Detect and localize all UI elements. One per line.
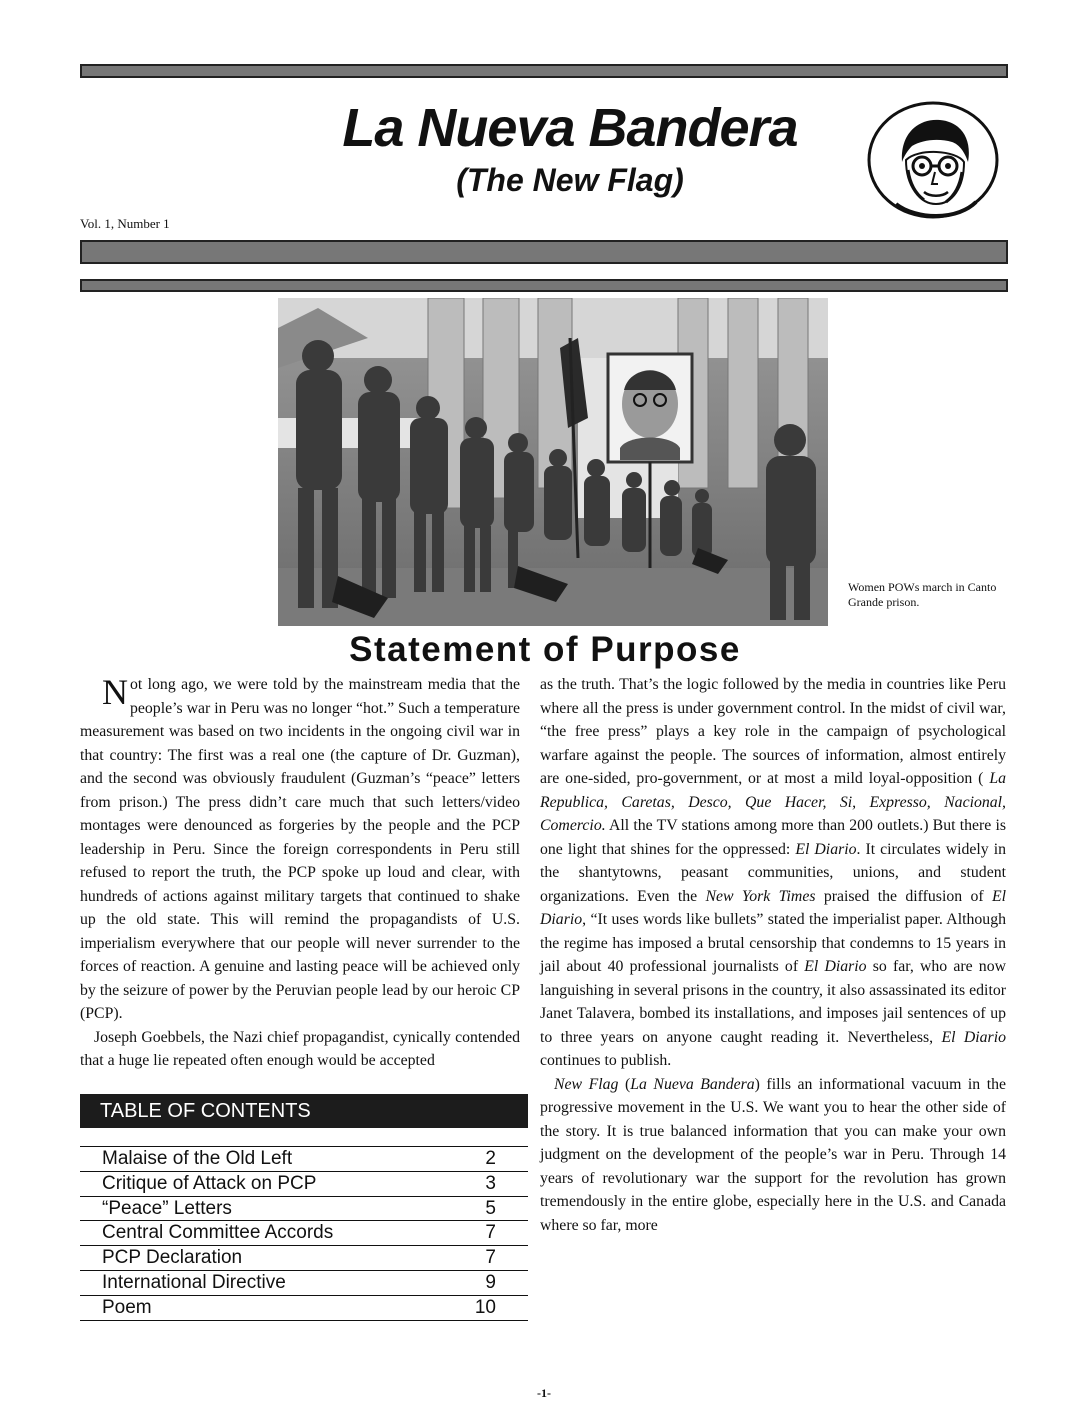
paragraph-text: . It circulates widely in the shantytowns, peasant communities, unions, and student organizations. Even the [540, 840, 1006, 905]
paragraph-text: ot long ago, we were told by the mainstream media that the people’s war in Peru was no longer “hot.” Such a temperature measurement was based on two incidents in the ongoing civil war in that country: The first was a real one (the capture of Dr. Guzman), and the second was obviously fraudulent (Guzman’s “peace” letters from prison.) The press didn’t care much that such letters/video montages were denounced as forgeries by the people and the PCP leadership in Peru. Since the foreign correspondents in Peru still refused to report the truth, the PCP spoke up loud and clear, with hundreds of actions against military targets that continued to shake up the old state. This will remind the propagandists of U.S. imperialism everywhere that our people will never surrender to the forces of reaction. A genuine and lasting peace will be achieved only by the seizure of power by the Peruvian people lead by our heroic CP (PCP). [80, 676, 520, 1022]
nyt-name: New York Times [705, 887, 816, 905]
paragraph-text: continues to publish. [540, 1052, 672, 1069]
toc-list [80, 1146, 528, 1321]
toc-item-page: 7 [485, 1247, 496, 1269]
article-paragraph [540, 1073, 1006, 1238]
top-rule [80, 64, 1008, 78]
toc-item-label: Poem [102, 1296, 152, 1318]
toc-item-page: 2 [485, 1148, 496, 1169]
lnb-name: La Nueva Bandera [630, 1075, 755, 1093]
paragraph-text: so far, who are now languishing in several prisons in the country, it also assassinated its editor Janet Talavera, bombed its installations, and imposes jail sentences of up to three years on anyone caught reading it. Nevertheless, [540, 958, 1007, 1046]
toc-item[interactable] [80, 1245, 528, 1270]
article-paragraph [540, 673, 1006, 1073]
masthead-subtitle: (The New Flag) [456, 162, 684, 198]
portrait-logo-icon [866, 100, 1000, 220]
article-column-right [540, 673, 1006, 1237]
paragraph-text: , “It uses words like bullets” stated the imperialist paper. Although the regime has imposed a brutal censorship that condemns to 15 years in jail about 40 professional journalists of [540, 911, 1006, 975]
media-list: La Republica, Caretas, Desco, Que Hacer, Si, Expresso, Nacional, Comercio. [540, 770, 1006, 834]
section-rule [80, 279, 1008, 292]
toc-item[interactable] [80, 1295, 528, 1321]
toc-item[interactable] [80, 1171, 528, 1196]
el-diario-name: El Diario [795, 840, 857, 858]
masthead-title: La Nueva Bandera [342, 98, 798, 158]
toc-item-label: “Peace” Letters [102, 1197, 232, 1219]
header-band [80, 240, 1008, 264]
toc-item-page: 5 [485, 1197, 496, 1219]
paragraph-text: praised the diffusion of [815, 887, 992, 905]
paragraph-text: as the truth. That’s the logic followed by the media in countries like Peru where all the press is under government control. In the midst of civil war, “the free press” plays a key role in the campaign of psychological warfare against the people. The sources of information, almost entirely are one-sided, pro-government, or at most a mild loyal-opposition ( [540, 676, 1006, 787]
toc-item-page: 3 [485, 1172, 496, 1194]
march-photo [278, 298, 828, 626]
el-diario-name: El Diario [941, 1028, 1006, 1046]
toc-item-label: PCP Declaration [102, 1247, 243, 1269]
toc-item-label: Critique of Attack on PCP [102, 1172, 317, 1194]
toc-item-label: International Directive [102, 1271, 286, 1293]
new-flag-name: New Flag [554, 1075, 619, 1093]
drop-cap: N [102, 672, 128, 712]
toc-item[interactable] [80, 1196, 528, 1221]
article-headline: Statement of Purpose [349, 630, 741, 669]
toc-item-page: 7 [485, 1222, 496, 1244]
toc-item[interactable] [80, 1270, 528, 1295]
toc-item-label: Malaise of the Old Left [102, 1148, 293, 1169]
paragraph-text: ) fills an informational vacuum in the progressive movement in the U.S. We want you to hear the other side of the story. It is true balanced information that you can make your own judgment on the development of the people’s war in Peru. Through 14 years of revolutionary war the support for the revolution has grown tremendously in the entire globe, especially here in the U.S. and Canada where so far, more [540, 1075, 1007, 1234]
photo-caption: Women POWs march in Canto Grande prison. [848, 580, 997, 609]
article-paragraph: Joseph Goebbels, the Nazi chief propagandist, cynically contended that a huge lie repeated often enough would be accepted [80, 1028, 520, 1069]
toc-item[interactable] [80, 1146, 528, 1171]
toc-item[interactable] [80, 1220, 528, 1245]
article-column-left [80, 673, 520, 1073]
page-number: -1- [537, 1386, 551, 1400]
volume-number: Vol. 1, Number 1 [80, 216, 170, 231]
el-diario-name: El Diario [540, 887, 1006, 928]
toc-item-page: 9 [485, 1271, 496, 1293]
paragraph-text: All the TV stations among more than 200 outlets.) But there is one light that shines for the oppressed: [540, 817, 1006, 858]
toc-header: TABLE OF CONTENTS [80, 1094, 528, 1128]
toc-item-page: 10 [474, 1296, 496, 1318]
paragraph-text: ( [624, 1075, 631, 1093]
article-paragraph [80, 673, 520, 1026]
toc-item-label: Central Committee Accords [102, 1222, 334, 1244]
el-diario-name: El Diario [804, 958, 867, 975]
